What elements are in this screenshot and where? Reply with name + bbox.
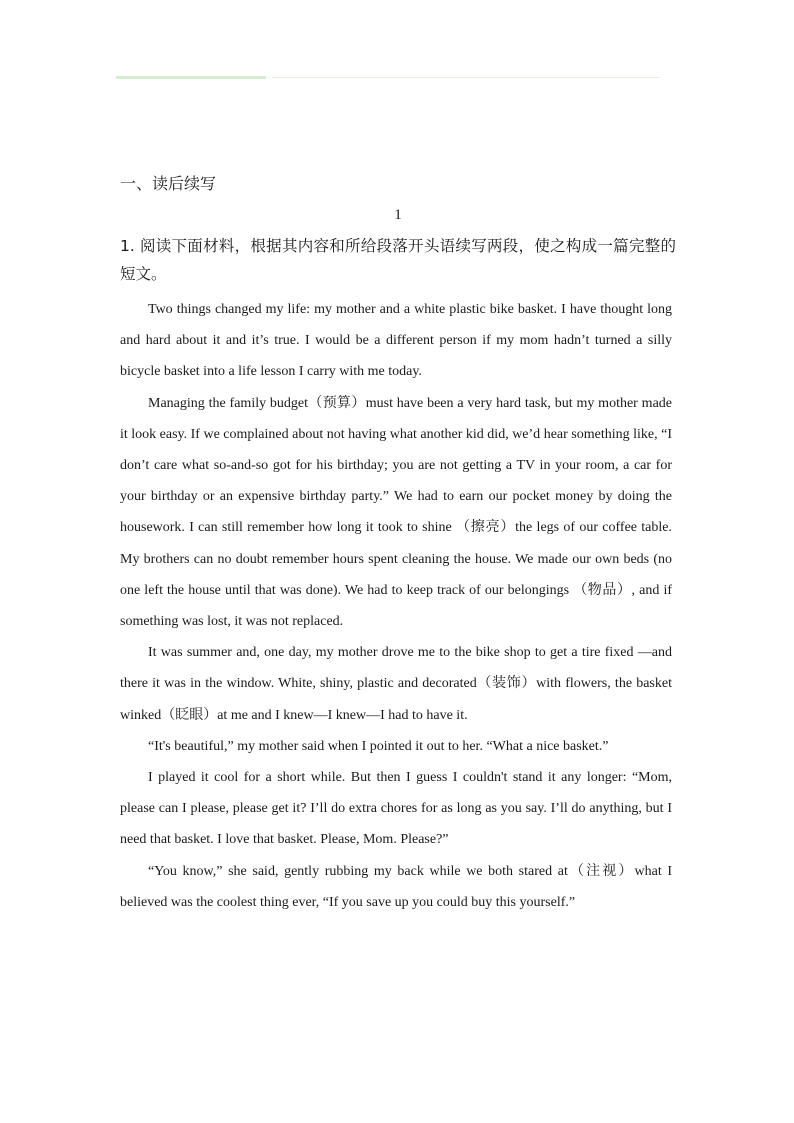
header-accent-line [116,76,266,79]
question-prompt: 1. 阅读下面材料，根据其内容和所给段落开头语续写两段，使之构成一篇完整的短文。 [120,237,676,283]
header-rule [272,77,660,78]
passage-paragraph: I played it cool for a short while. But then I guess I couldn't stand it any longer: “Mom, please can I please, please get it? I’ll do extra chores for as long as you say. I’ll do anything, but I need that basket. I love that basket. Please, Mom. Please?” [120,770,672,848]
passage-paragraph: “It's beautiful,” my mother said when I pointed it out to her. “What a nice basket.” [148,738,609,754]
passage-paragraph: It was summer and, one day, my mother drove me to the bike shop to get a tire fixed —and there it was in the window. White, shiny, plastic and decorated（装饰）with flowers, the basket winked（眨眼）at me and I knew—I knew—I had to have it. [120,645,672,723]
section-heading: 一、读后续写 [120,174,217,193]
passage-paragraph: “You know,” she said, gently rubbing my back while we both stared at（注视）what I believed was the coolest thing ever, “If you save up you could buy this yourself.” [120,863,672,910]
passage-paragraph: Managing the family budget（预算）must have been a very hard task, but my mother made it look easy. If we complained about not having what another kid did, we’d hear something like, “I don’t care what so-and-so got for his birthday; you are not getting a TV in your room, a car for your birthday or an expensive birthday party.” We had to earn our pocket money by doing the housework. I can still remember how long it took to shine （擦亮）the legs of our coffee table. My brothers can no doubt remember hours spent cleaning the house. We made our own beds (no one left the house until that was done). We had to keep track of our belongings （物品）, and if something was lost, it was not replaced. [120,395,672,630]
passage-paragraph: Two things changed my life: my mother and a white plastic bike basket. I have thought long and hard about it and it’s true. I would be a different person if my mom hadn’t turned a silly bicycle basket into a life lesson I carry with me today. [120,302,672,380]
page-number: 1 [394,207,402,223]
reading-passage [120,294,672,918]
